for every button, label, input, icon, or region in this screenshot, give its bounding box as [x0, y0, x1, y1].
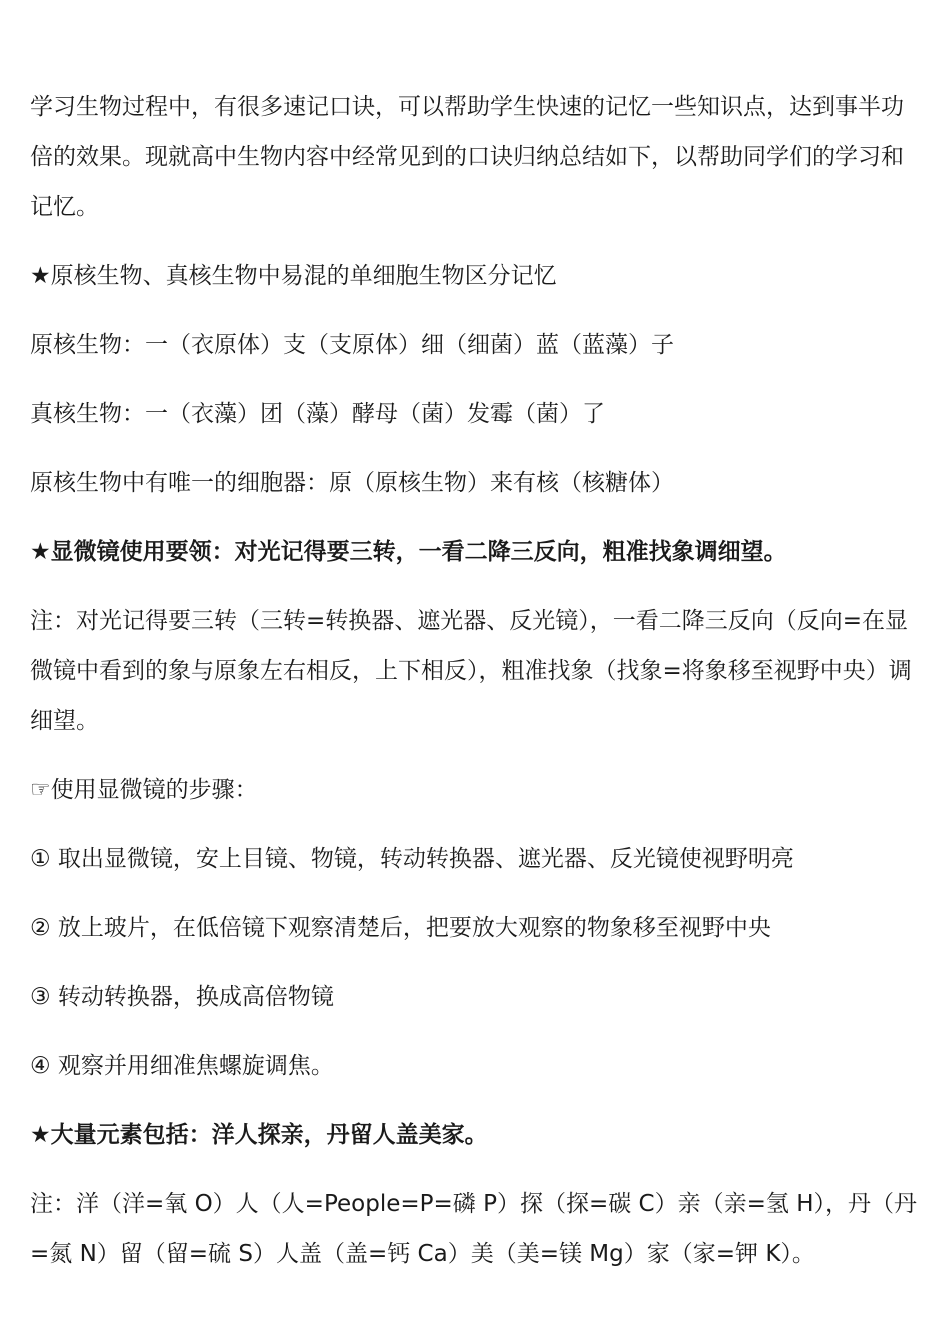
steps-heading: ☞使用显微镜的步骤：: [30, 777, 258, 803]
elements-note: 注：洋（洋=氧 O）人（人=People=P=磷 P）探（探=碳 C）亲（亲=氢 H），丹（丹=氮 N）留（留=硫 S）人盖（盖=钙 Ca）美（美=镁 Mg）家（家=钾 K）。: [30, 1191, 917, 1267]
elements-heading: ★大量元素包括：洋人探亲，丹留人盖美家。: [30, 1122, 488, 1148]
organelle-mnemonic: 原核生物中有唯一的细胞器：原（原核生物）来有核（核糖体）: [30, 470, 674, 496]
eukaryote-mnemonic: 真核生物：一（衣藻）团（藻）酵母（菌）发霉（菌）了: [30, 401, 605, 427]
step-item: ② 放上玻片，在低倍镜下观察清楚后，把要放大观察的物象移至视野中央: [30, 915, 771, 941]
intro-paragraph: 学习生物过程中，有很多速记口诀，可以帮助学生快速的记忆一些知识点，达到事半功倍的效果。现就高中生物内容中经常见到的口诀归纳总结如下，以帮助同学们的学习和记忆。: [30, 94, 904, 220]
microscope-heading: ★显微镜使用要领：对光记得要三转，一看二降三反向，粗准找象调细望。: [30, 539, 787, 565]
prokaryote-heading: ★原核生物、真核生物中易混的单细胞生物区分记忆: [30, 263, 557, 289]
step-item: ③ 转动转换器，换成高倍物镜: [30, 984, 334, 1010]
document-body: [30, 82, 925, 1279]
prokaryote-mnemonic: 原核生物：一（衣原体）支（支原体）细（细菌）蓝（蓝藻）子: [30, 332, 674, 358]
microscope-note: 注：对光记得要三转（三转=转换器、遮光器、反光镜），一看二降三反向（反向=在显微镜中看到的象与原象左右相反，上下相反），粗准找象（找象=将象移至视野中央）调细望。: [30, 608, 912, 734]
step-item: ④ 观察并用细准焦螺旋调焦。: [30, 1053, 334, 1079]
step-item: ① 取出显微镜，安上目镜、物镜，转动转换器、遮光器、反光镜使视野明亮: [30, 846, 794, 872]
